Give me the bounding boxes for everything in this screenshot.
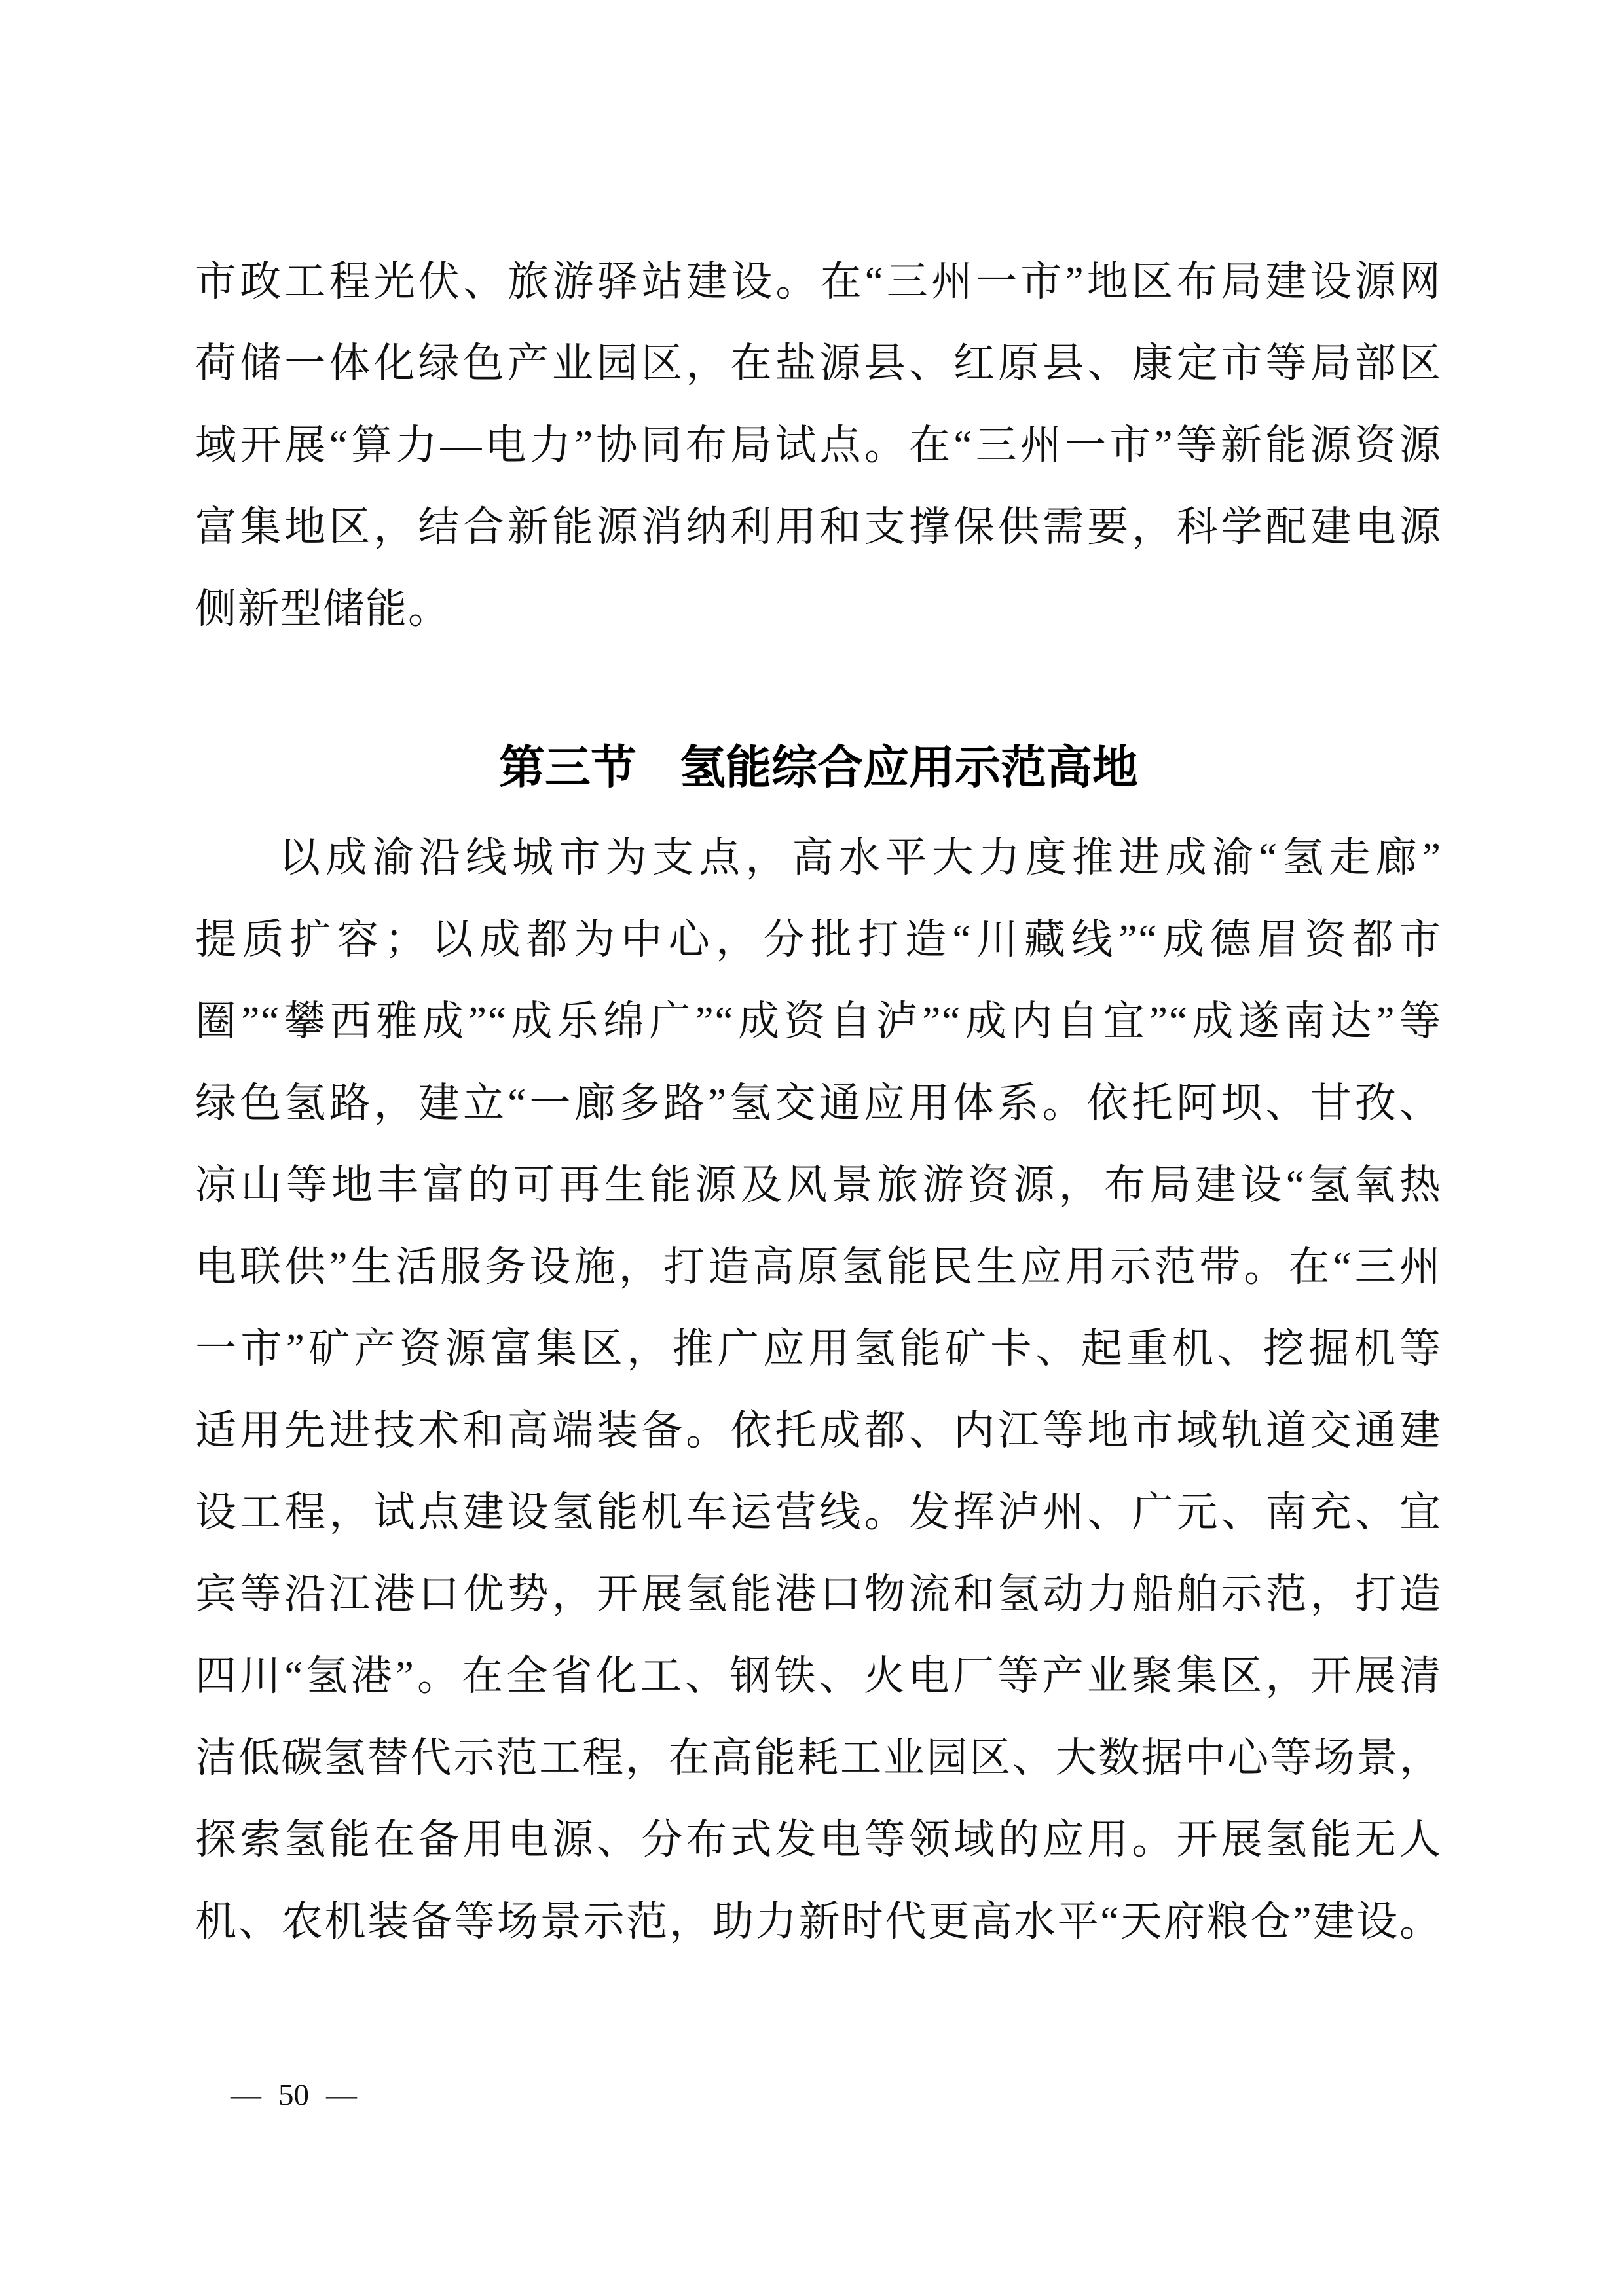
page-number: 50	[278, 2078, 309, 2112]
text-line: 市政工程光伏、旅游驿站建设。在“三州一市”地区布局建设源网	[195, 259, 1442, 304]
text-line: 四川“氢港”。在全省化工、钢铁、火电厂等产业聚集区，开展清	[195, 1653, 1442, 1699]
text-line: 设工程，试点建设氢能机车运营线。发挥泸州、广元、南充、宜	[195, 1489, 1442, 1535]
text-line: 洁低碳氢替代示范工程，在高能耗工业园区、大数据中心等场景，	[195, 1735, 1442, 1781]
text-line: 探索氢能在备用电源、分布式发电等领域的应用。开展氢能无人	[195, 1817, 1442, 1863]
text-line: 圈”“攀西雅成”“成乐绵广”“成资自泸”“成内自宜”“成遂南达”等	[195, 998, 1442, 1044]
page-content	[195, 241, 1442, 1963]
text-line: 荷储一体化绿色产业园区，在盐源县、红原县、康定市等局部区	[195, 340, 1442, 386]
footer-right-dash: —	[326, 2078, 357, 2112]
text-line: 机、农机装备等场景示范，助力新时代更高水平“天府粮仓”建设。	[195, 1899, 1442, 1944]
text-line: 以成渝沿线城市为支点，高水平大力度推进成渝“氢走廊”	[279, 835, 1442, 881]
text-line: 侧新型储能。	[195, 586, 451, 632]
paragraph-continued	[195, 241, 1442, 650]
section-heading	[195, 727, 1442, 809]
text-line: 富集地区，结合新能源消纳利用和支撑保供需要，科学配建电源	[195, 504, 1442, 550]
text-line: 凉山等地丰富的可再生能源及风景旅游资源，布局建设“氢氧热	[195, 1162, 1442, 1208]
text-line: 电联供”生活服务设施，打造高原氢能民生应用示范带。在“三州	[195, 1244, 1442, 1290]
text-line: 适用先进技术和高端装备。依托成都、内江等地市域轨道交通建	[195, 1408, 1442, 1453]
text-line: 提质扩容；以成都为中心，分批打造“川藏线”“成德眉资都市	[195, 917, 1442, 962]
page-footer	[231, 2075, 357, 2115]
text-line: 宾等沿江港口优势，开展氢能港口物流和氢动力船舶示范，打造	[195, 1571, 1442, 1617]
text-line: 域开展“算力—电力”协同布局试点。在“三州一市”等新能源资源	[195, 422, 1442, 468]
section-heading-label: 第三节	[499, 742, 637, 793]
text-line: 一市”矿产资源富集区，推广应用氢能矿卡、起重机、挖掘机等	[195, 1326, 1442, 1372]
section-heading-title: 氢能综合应用示范高地	[680, 742, 1138, 793]
text-line: 绿色氢路，建立“一廊多路”氢交通应用体系。依托阿坝、甘孜、	[195, 1080, 1442, 1126]
footer-left-dash: —	[231, 2078, 261, 2112]
paragraph-section-body	[195, 817, 1442, 1963]
